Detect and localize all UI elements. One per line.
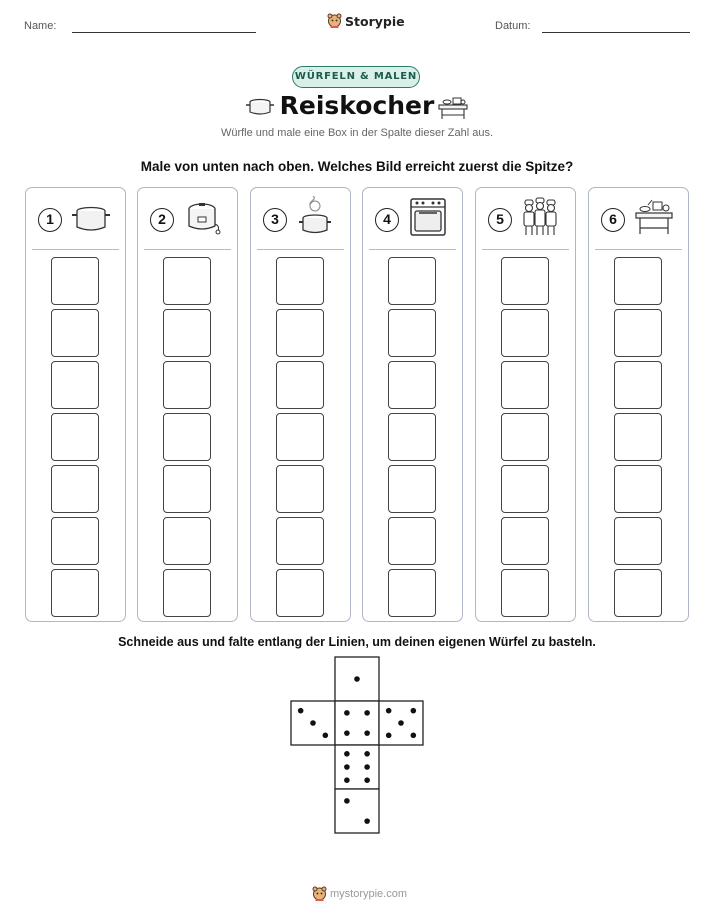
dice-column-6	[588, 187, 689, 622]
die-pip	[398, 720, 404, 726]
column-number: 2	[150, 208, 174, 232]
date-line[interactable]	[542, 32, 690, 33]
dice-column-2	[137, 187, 238, 622]
brand-name: Storypie	[345, 13, 405, 29]
cut-instruction: Schneide aus und falte entlang der Linien, um deinen eigenen Würfel zu basteln.	[118, 635, 596, 649]
footer-url: mystorypie.com	[330, 888, 408, 900]
prep-table-icon	[437, 93, 469, 120]
color-box[interactable]	[51, 413, 99, 461]
date-label: Datum:	[495, 20, 531, 32]
color-box[interactable]	[614, 517, 662, 565]
color-box[interactable]	[614, 569, 662, 617]
die-net	[290, 656, 426, 836]
color-box[interactable]	[614, 413, 662, 461]
die-pip	[364, 710, 370, 716]
column-divider	[257, 249, 344, 250]
color-box[interactable]	[276, 309, 324, 357]
die-pip	[323, 733, 329, 739]
page-title: Reiskocher	[279, 91, 435, 120]
column-number: 4	[375, 208, 399, 232]
color-box[interactable]	[163, 361, 211, 409]
name-line[interactable]	[72, 32, 256, 33]
cooking-pot-icon	[70, 196, 112, 238]
color-box[interactable]	[388, 517, 436, 565]
name-label: Name:	[24, 20, 57, 32]
die-pip	[298, 708, 304, 714]
die-pip	[344, 764, 350, 770]
color-box[interactable]	[163, 257, 211, 305]
column-divider	[595, 249, 682, 250]
color-box[interactable]	[163, 569, 211, 617]
die-pip	[344, 798, 350, 804]
color-box[interactable]	[163, 465, 211, 513]
die-pip	[364, 777, 370, 783]
die-pip	[344, 751, 350, 757]
column-divider	[32, 249, 119, 250]
color-box[interactable]	[388, 309, 436, 357]
color-box[interactable]	[501, 517, 549, 565]
color-box[interactable]	[276, 465, 324, 513]
activity-badge: WÜRFELN & MALEN	[292, 66, 420, 88]
die-pip	[386, 708, 392, 714]
color-box[interactable]	[614, 361, 662, 409]
dice-column-5	[475, 187, 576, 622]
color-box[interactable]	[276, 569, 324, 617]
die-pip	[411, 733, 417, 739]
instruction: Male von unten nach oben. Welches Bild erreicht zuerst die Spitze?	[140, 159, 574, 174]
brand-logo	[327, 13, 405, 29]
die-pip	[354, 676, 360, 682]
column-divider	[482, 249, 569, 250]
column-number: 3	[263, 208, 287, 232]
color-box[interactable]	[501, 309, 549, 357]
color-box[interactable]	[51, 309, 99, 357]
storypie-mascot-icon	[327, 13, 342, 29]
column-divider	[144, 249, 231, 250]
color-box[interactable]	[614, 257, 662, 305]
color-box[interactable]	[51, 257, 99, 305]
color-box[interactable]	[51, 517, 99, 565]
color-box[interactable]	[388, 465, 436, 513]
color-box[interactable]	[388, 257, 436, 305]
column-number: 5	[488, 208, 512, 232]
chefs-icon	[520, 196, 562, 238]
color-box[interactable]	[501, 465, 549, 513]
die-pip	[344, 710, 350, 716]
die-pip	[364, 764, 370, 770]
dice-column-4	[362, 187, 463, 622]
footer	[312, 886, 407, 902]
die-pip	[364, 818, 370, 824]
die-face-5	[379, 701, 423, 745]
color-box[interactable]	[614, 309, 662, 357]
color-box[interactable]	[276, 517, 324, 565]
die-face-4	[335, 701, 379, 745]
subtitle: Würfle und male eine Box in der Spalte dieser Zahl aus.	[220, 127, 494, 139]
dice-column-1	[25, 187, 126, 622]
column-number: 6	[601, 208, 625, 232]
color-box[interactable]	[501, 413, 549, 461]
die-pip	[310, 720, 316, 726]
die-face-1	[335, 657, 379, 701]
color-box[interactable]	[614, 465, 662, 513]
color-box[interactable]	[51, 569, 99, 617]
column-number: 1	[38, 208, 62, 232]
die-pip	[364, 730, 370, 736]
die-face-2	[335, 789, 379, 833]
die-pip	[344, 730, 350, 736]
color-box[interactable]	[388, 413, 436, 461]
column-divider	[369, 249, 456, 250]
color-box[interactable]	[163, 517, 211, 565]
color-box[interactable]	[276, 257, 324, 305]
oven-icon	[407, 196, 449, 238]
color-box[interactable]	[501, 361, 549, 409]
prep-table-icon	[633, 196, 675, 238]
color-box[interactable]	[501, 569, 549, 617]
dice-column-3	[250, 187, 351, 622]
die-face-3	[291, 701, 335, 745]
die-pip	[364, 751, 370, 757]
color-box[interactable]	[388, 569, 436, 617]
color-box[interactable]	[163, 413, 211, 461]
color-box[interactable]	[501, 257, 549, 305]
steaming-pot-icon	[295, 196, 337, 238]
die-pip	[411, 708, 417, 714]
color-box[interactable]	[388, 361, 436, 409]
die-face-6	[335, 745, 379, 789]
die-pip	[344, 777, 350, 783]
die-pip	[386, 733, 392, 739]
color-box[interactable]	[276, 361, 324, 409]
storypie-mascot-icon	[312, 886, 327, 902]
color-box[interactable]	[51, 465, 99, 513]
color-box[interactable]	[163, 309, 211, 357]
color-box[interactable]	[51, 361, 99, 409]
rice-cooker-icon	[182, 196, 224, 238]
color-box[interactable]	[276, 413, 324, 461]
